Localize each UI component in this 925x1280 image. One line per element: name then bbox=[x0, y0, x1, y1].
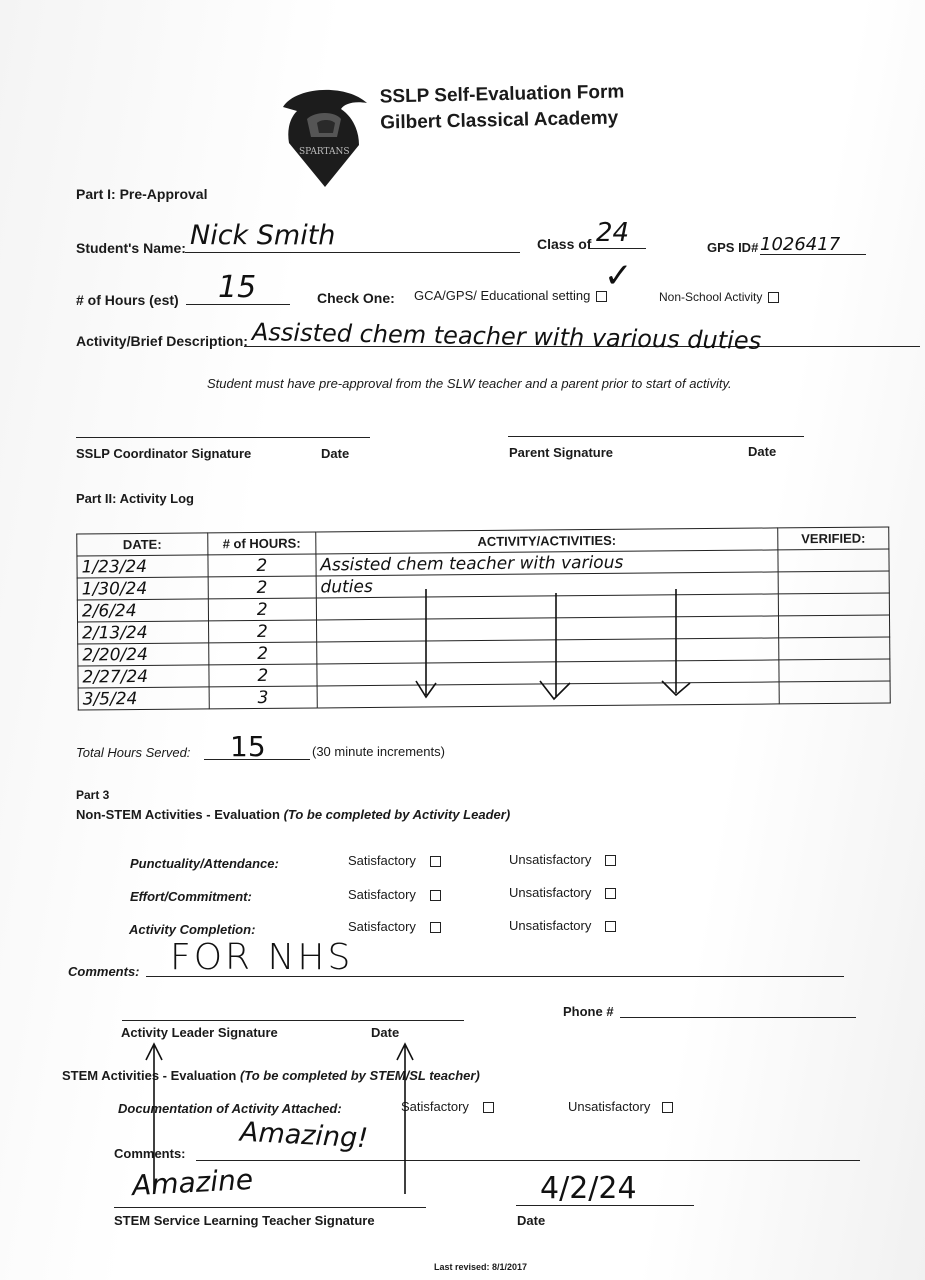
row-date[interactable]: 2/6/24 bbox=[77, 599, 208, 622]
down-arrow-icon bbox=[662, 589, 690, 695]
phone-label: Phone # bbox=[563, 1004, 614, 1019]
teacher-date-label: Date bbox=[517, 1213, 546, 1228]
phone-line[interactable] bbox=[620, 1017, 856, 1018]
parent-sig-line[interactable] bbox=[508, 436, 804, 437]
gps-label: GPS ID# bbox=[707, 240, 759, 255]
teacher-signature[interactable]: Amazine bbox=[131, 1162, 254, 1203]
criterion-satisfactory[interactable] bbox=[348, 853, 441, 868]
row-hours[interactable]: 2 bbox=[208, 620, 316, 643]
leader-sig-label: Activity Leader Signature bbox=[121, 1025, 278, 1040]
spartan-logo bbox=[275, 85, 375, 190]
documentation-label: Documentation of Activity Attached: bbox=[118, 1101, 342, 1116]
criterion-label: Activity Completion: bbox=[129, 922, 256, 937]
row-verified[interactable] bbox=[779, 659, 890, 682]
pre-approval-notice: Student must have pre-approval from the SLW teacher and a parent prior to start of activity. bbox=[207, 376, 732, 391]
col-activity: ACTIVITY/ACTIVITIES: bbox=[316, 528, 778, 554]
part3-heading: Part 3 bbox=[76, 788, 110, 802]
satisfactory-label: Satisfactory bbox=[401, 1099, 469, 1114]
row-date[interactable]: 2/20/24 bbox=[78, 643, 209, 666]
form-title-line2: Gilbert Classical Academy bbox=[380, 107, 619, 134]
unsatisfactory-checkbox[interactable] bbox=[605, 921, 616, 932]
row-date[interactable]: 1/30/24 bbox=[77, 577, 208, 600]
satisfactory-label: Satisfactory bbox=[348, 887, 416, 902]
student-name-line bbox=[185, 252, 520, 253]
unsatisfactory-label: Unsatisfactory bbox=[509, 885, 592, 900]
total-hours-label: Total Hours Served: bbox=[76, 745, 191, 760]
part2-heading: Part II: Activity Log bbox=[76, 491, 194, 506]
row-date[interactable]: 2/27/24 bbox=[78, 665, 209, 688]
ditto-arrows bbox=[400, 585, 700, 705]
doc-unsatisfactory[interactable] bbox=[568, 1099, 673, 1114]
row-verified[interactable] bbox=[778, 549, 889, 572]
unsatisfactory-label: Unsatisfactory bbox=[509, 918, 592, 933]
row-verified[interactable] bbox=[778, 593, 889, 616]
student-name-value[interactable]: Nick Smith bbox=[190, 220, 336, 251]
nonstem-note: (To be completed by Activity Leader) bbox=[283, 807, 511, 822]
stem-note: (To be completed by STEM/SL teacher) bbox=[239, 1068, 480, 1083]
satisfactory-checkbox[interactable] bbox=[430, 922, 441, 933]
activity-label: Activity/Brief Description: bbox=[76, 333, 248, 349]
row-activity[interactable]: duties bbox=[316, 572, 778, 598]
nonstem-heading bbox=[76, 807, 510, 822]
unsatisfactory-checkbox[interactable] bbox=[662, 1102, 673, 1113]
stem-title: STEM Activities - Evaluation bbox=[62, 1068, 237, 1083]
non-school-checkbox[interactable] bbox=[768, 292, 779, 303]
row-hours[interactable]: 2 bbox=[209, 664, 317, 687]
nonstem-title: Non-STEM Activities - Evaluation bbox=[76, 807, 280, 822]
row-hours[interactable]: 3 bbox=[209, 686, 317, 709]
class-label: Class of bbox=[537, 236, 592, 252]
down-arrow-icon bbox=[416, 589, 436, 697]
satisfactory-checkbox[interactable] bbox=[483, 1102, 494, 1113]
row-verified[interactable] bbox=[779, 615, 890, 638]
teacher-sig-label: STEM Service Learning Teacher Signature bbox=[114, 1213, 375, 1228]
teacher-sig-line[interactable] bbox=[114, 1207, 426, 1208]
logo-text: SPARTANS bbox=[299, 147, 350, 157]
spartan-helmet-icon bbox=[275, 85, 375, 190]
row-date[interactable]: 2/13/24 bbox=[78, 621, 209, 644]
parent-date-label: Date bbox=[748, 444, 777, 459]
criterion-satisfactory[interactable] bbox=[348, 887, 441, 902]
row-activity[interactable]: Assisted chem teacher with various bbox=[316, 550, 778, 576]
unsatisfactory-checkbox[interactable] bbox=[605, 888, 616, 899]
criterion-unsatisfactory[interactable] bbox=[509, 852, 616, 867]
gps-value[interactable]: 1026417 bbox=[760, 234, 841, 255]
row-hours[interactable]: 2 bbox=[208, 598, 316, 621]
student-name-label: Student's Name: bbox=[76, 240, 186, 256]
option-non-school-label: Non-School Activity bbox=[659, 290, 763, 304]
criterion-label: Punctuality/Attendance: bbox=[130, 856, 279, 871]
row-verified[interactable] bbox=[779, 681, 890, 704]
satisfactory-checkbox[interactable] bbox=[430, 856, 441, 867]
coordinator-sig-line[interactable] bbox=[76, 437, 370, 438]
leader-date-label: Date bbox=[371, 1025, 400, 1040]
stem-comments-label: Comments: bbox=[114, 1146, 186, 1161]
row-hours[interactable]: 2 bbox=[209, 642, 317, 665]
activity-value[interactable]: Assisted chem teacher with various duties bbox=[251, 318, 762, 355]
increments-note: (30 minute increments) bbox=[312, 744, 445, 759]
row-hours[interactable]: 2 bbox=[208, 554, 316, 577]
comments-label: Comments: bbox=[68, 964, 140, 979]
coordinator-date-label: Date bbox=[321, 446, 350, 461]
form-title-line1: SSLP Self-Evaluation Form bbox=[379, 81, 625, 108]
row-verified[interactable] bbox=[778, 571, 889, 594]
option-educational-label: GCA/GPS/ Educational setting bbox=[414, 288, 591, 303]
col-verified: VERIFIED: bbox=[778, 527, 889, 550]
up-arrow-icon bbox=[397, 1044, 413, 1194]
criterion-satisfactory[interactable] bbox=[348, 919, 441, 934]
stem-comments-value[interactable]: Amazing! bbox=[239, 1116, 369, 1155]
unsatisfactory-label: Unsatisfactory bbox=[509, 852, 592, 867]
row-verified[interactable] bbox=[779, 637, 890, 660]
col-hours: # of HOURS: bbox=[208, 532, 316, 555]
unsatisfactory-label: Unsatisfactory bbox=[568, 1099, 651, 1114]
hours-value[interactable]: 15 bbox=[218, 270, 257, 305]
class-value[interactable]: 24 bbox=[596, 218, 630, 248]
leader-sig-line[interactable] bbox=[122, 1020, 464, 1021]
row-hours[interactable]: 2 bbox=[208, 576, 316, 599]
option-educational[interactable] bbox=[414, 288, 607, 303]
last-revised: Last revised: 8/1/2017 bbox=[434, 1262, 528, 1272]
criterion-unsatisfactory[interactable] bbox=[509, 918, 616, 933]
hours-label: # of Hours (est) bbox=[76, 292, 179, 308]
teacher-date-value[interactable]: 4/2/24 bbox=[540, 1171, 637, 1206]
total-hours-value[interactable]: 15 bbox=[230, 730, 266, 763]
col-date: DATE: bbox=[77, 533, 208, 556]
class-line bbox=[590, 248, 646, 249]
coordinator-sig-label: SSLP Coordinator Signature bbox=[76, 446, 252, 461]
down-arrow-icon bbox=[540, 593, 570, 699]
row-date[interactable]: 1/23/24 bbox=[77, 555, 208, 578]
checkmark-icon: ✓ bbox=[604, 256, 633, 296]
part1-heading: Part I: Pre-Approval bbox=[76, 186, 208, 202]
satisfactory-label: Satisfactory bbox=[348, 853, 416, 868]
unsatisfactory-checkbox[interactable] bbox=[605, 855, 616, 866]
satisfactory-checkbox[interactable] bbox=[430, 890, 441, 901]
option-non-school[interactable] bbox=[659, 290, 779, 304]
check-one-label: Check One: bbox=[317, 290, 395, 306]
parent-sig-label: Parent Signature bbox=[509, 445, 614, 460]
form-title bbox=[379, 79, 625, 136]
criterion-unsatisfactory[interactable] bbox=[509, 885, 616, 900]
row-date[interactable]: 3/5/24 bbox=[78, 687, 209, 710]
satisfactory-label: Satisfactory bbox=[348, 919, 416, 934]
comments-value[interactable]: FOR NHS bbox=[170, 937, 354, 978]
criterion-label: Effort/Commitment: bbox=[130, 889, 252, 904]
